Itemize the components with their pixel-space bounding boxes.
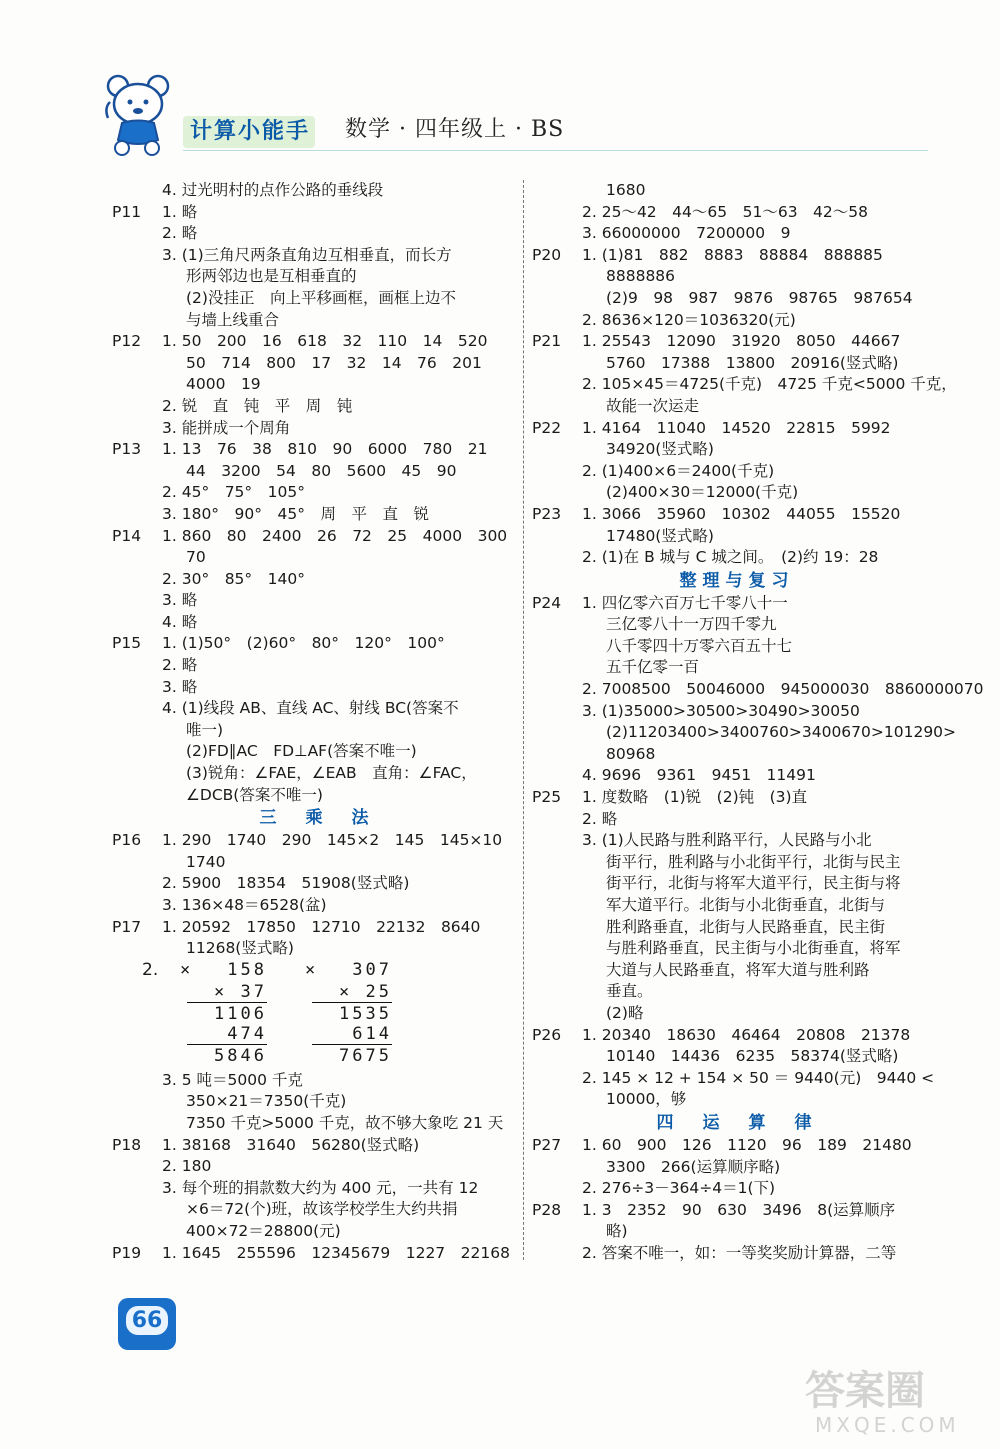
page-ref: P17 xyxy=(112,917,142,936)
answer-text: 1. 4164 11040 14520 22815 5992 xyxy=(582,418,891,437)
answer-line xyxy=(112,763,522,785)
answer-line xyxy=(532,701,942,723)
answer-line xyxy=(112,418,522,440)
answer-text: 1. 13 76 38 810 90 6000 780 21 xyxy=(162,440,488,459)
answer-line xyxy=(532,744,942,766)
answer-line xyxy=(532,765,942,787)
subject-title: 数学 · 四年级上 · BS xyxy=(345,117,565,142)
answer-line xyxy=(532,938,942,960)
answer-line xyxy=(532,809,942,831)
answer-line xyxy=(112,439,522,461)
page-ref: P16 xyxy=(112,831,142,850)
page-ref: P22 xyxy=(532,418,562,437)
page-ref: P23 xyxy=(532,504,562,523)
answer-line xyxy=(532,374,957,396)
answer-line xyxy=(112,677,522,699)
answer-line xyxy=(532,960,942,982)
answer-text: 2. 略 xyxy=(162,224,198,243)
answer-line xyxy=(532,1089,942,1111)
answer-text: 1. 度数略 (1)锐 (2)钝 (3)直 xyxy=(582,788,808,807)
watermark-logo xyxy=(795,1360,975,1440)
answer-line xyxy=(532,981,942,1003)
answer-text: 形两邻边也是互相垂直的 xyxy=(186,267,357,286)
answer-text: (3)锐角：∠FAE，∠EAB 直角：∠FAC， xyxy=(186,764,477,783)
answer-line xyxy=(112,1070,522,1092)
answer-text: 1. 四亿零六百万七千零八十一 xyxy=(582,593,788,612)
multiply-sign: × xyxy=(305,959,316,980)
answer-line xyxy=(532,331,942,353)
answer-text: 3. (1)人民路与胜利路平行，人民路与小北 xyxy=(582,831,872,850)
answer-line xyxy=(112,655,522,677)
answer-line xyxy=(532,526,942,548)
answer-text: 1. 38168 31640 56280(竖式略) xyxy=(162,1135,420,1154)
page-ref: P13 xyxy=(112,440,142,459)
answer-line xyxy=(112,374,522,396)
answer-line xyxy=(112,396,522,418)
answer-line xyxy=(112,741,522,763)
answer-text: 3. 180° 90° 45° 周 平 直 锐 xyxy=(162,504,429,523)
answer-line xyxy=(532,722,957,744)
answer-text: (2)没挂正 向上平移画框，画框上边不 xyxy=(186,288,456,307)
answer-text: 2. (1)400×6＝2400(千克) xyxy=(582,461,775,480)
svg-text:MXQE.COM: MXQE.COM xyxy=(815,1413,960,1437)
answer-line xyxy=(112,590,522,612)
answer-text: 2. 答案不唯一，如：一等奖奖励计算器，二等 xyxy=(582,1243,897,1262)
partial-product: 1106 xyxy=(214,1003,267,1024)
answer-text: 3. 略 xyxy=(162,677,198,696)
answer-line xyxy=(532,873,942,895)
item-number: 2. xyxy=(142,959,159,980)
answer-text: 70 xyxy=(186,548,206,567)
answer-line xyxy=(112,1178,522,1200)
page-ref: P18 xyxy=(112,1135,142,1154)
section-heading: 四 运 算 律 xyxy=(656,1112,818,1133)
answer-line xyxy=(532,504,942,526)
answer-line xyxy=(532,917,942,939)
answer-line xyxy=(532,245,942,267)
answer-line xyxy=(532,1157,942,1179)
answer-text: 2. (1)在 B 城与 C 城之间。 (2)约 19：28 xyxy=(582,548,879,567)
answer-text: 3. (1)35000>30500>30490>30050 xyxy=(582,701,860,720)
answer-line xyxy=(532,1243,942,1265)
answer-line xyxy=(532,266,942,288)
answer-text: 唯一) xyxy=(186,720,224,739)
page-ref: P21 xyxy=(532,332,562,351)
partial-product: 474 xyxy=(227,1023,267,1044)
answer-text: (2)略 xyxy=(606,1003,644,1022)
multiplier: × 25 xyxy=(339,981,392,1002)
answer-line xyxy=(532,353,942,375)
answer-line xyxy=(532,1003,942,1025)
answer-text: 3. 略 xyxy=(162,591,198,610)
answer-line xyxy=(532,482,942,504)
answer-line xyxy=(532,547,942,569)
answer-line xyxy=(112,223,522,245)
answer-line xyxy=(112,461,522,483)
answer-line xyxy=(532,1135,942,1157)
page-number xyxy=(118,1306,176,1335)
answer-text: 2. 略 xyxy=(582,809,618,828)
answer-line xyxy=(532,223,942,245)
column-divider xyxy=(523,180,524,1260)
page-ref: P24 xyxy=(532,593,562,612)
answer-text: 大道与人民路垂直，将军大道与胜利路 xyxy=(606,960,870,979)
svg-text:答案圈: 答案圈 xyxy=(805,1368,925,1414)
answer-line xyxy=(112,547,522,569)
partial-product: 1535 xyxy=(339,1003,392,1024)
answer-text: 2. 105×45＝4725(千克) 4725 千克<5000 千克， xyxy=(582,375,957,394)
answer-line xyxy=(532,1221,942,1243)
answer-line xyxy=(112,917,522,939)
calc-rule xyxy=(312,1044,392,1045)
answer-text: 400×72＝28800(元) xyxy=(186,1221,341,1240)
calc-rule xyxy=(187,1002,267,1003)
answer-text: 1680 xyxy=(606,181,646,199)
answer-line xyxy=(112,720,522,742)
answer-line xyxy=(112,1113,522,1135)
answer-text: 4. (1)线段 AB、直线 AC、射线 BC(答案不 xyxy=(162,699,459,718)
answer-line xyxy=(112,612,522,634)
answer-line xyxy=(112,245,522,267)
answer-line xyxy=(532,830,942,852)
answer-text: 1. 20340 18630 46464 20808 21378 xyxy=(582,1025,911,1044)
answer-text: 八千零四十万零六百五十七 xyxy=(606,636,793,655)
answer-text: 3. 能拼成一个周角 xyxy=(162,418,291,437)
answer-line xyxy=(112,569,522,591)
answer-text: 34920(竖式略) xyxy=(606,440,714,459)
answer-line xyxy=(112,938,522,960)
answer-text: 1. (1)81 882 8883 88884 888885 xyxy=(582,245,883,264)
answer-line xyxy=(112,331,522,353)
brand-title: 计算小能手 xyxy=(190,119,311,144)
answer-line xyxy=(532,1178,942,1200)
bear-mascot-icon xyxy=(100,68,180,158)
answer-text: 2. 180 xyxy=(162,1157,212,1176)
header-rule xyxy=(183,150,928,151)
answer-line xyxy=(112,482,522,504)
page-ref: P20 xyxy=(532,245,562,264)
answer-text: 与胜利路垂直，民主街与小北街垂直，将军 xyxy=(606,939,901,958)
answer-text: 2. 145 × 12 + 154 × 50 ＝ 9440(元) 9440 < xyxy=(582,1068,935,1087)
answer-text: 17480(竖式略) xyxy=(606,526,714,545)
multiplicand: 307 xyxy=(352,959,392,980)
answer-line xyxy=(112,504,522,526)
final-product: 7675 xyxy=(339,1045,392,1066)
answer-text: 3. 66000000 7200000 9 xyxy=(582,224,791,243)
answer-text: (2)11203400>3400760>3400670>101290> xyxy=(606,723,957,742)
answer-text: 1. 3066 35960 10302 44055 15520 xyxy=(582,504,901,523)
answer-line xyxy=(112,202,522,224)
answer-line xyxy=(532,1200,942,1222)
answer-line xyxy=(532,310,942,332)
answer-line xyxy=(112,1243,522,1265)
answer-text: 故能一次运走 xyxy=(606,396,700,415)
answer-line xyxy=(112,895,522,917)
answer-text: 1. 60 900 126 1120 96 189 21480 xyxy=(582,1135,912,1154)
page-number-text: 66 xyxy=(126,1306,169,1335)
answer-text: 8888886 xyxy=(606,267,676,286)
answer-text: 10000，够 xyxy=(606,1090,687,1109)
answer-line xyxy=(532,202,942,224)
answer-line xyxy=(112,288,522,310)
answer-line xyxy=(112,310,522,332)
answer-text: 1. 3 2352 90 630 3496 8(运算顺序 xyxy=(582,1200,896,1219)
answer-text: 1. (1)50° (2)60° 80° 120° 100° xyxy=(162,634,445,653)
answer-text: 11268(竖式略) xyxy=(186,939,294,958)
answer-text: 3. 每个班的捐款数大约为 400 元，一共有 12 xyxy=(162,1178,479,1197)
answer-line xyxy=(532,852,942,874)
answer-line xyxy=(112,353,522,375)
answer-line xyxy=(112,1221,522,1243)
answer-line xyxy=(112,830,522,852)
answer-text: 与墙上线重合 xyxy=(186,310,280,329)
answer-text: 10140 14436 6235 58374(竖式略) xyxy=(606,1047,899,1066)
answer-text: 2. 锐 直 钝 平 周 钝 xyxy=(162,396,353,415)
final-product: 5846 xyxy=(214,1045,267,1066)
page-header xyxy=(0,0,1000,175)
answer-text: 1. 860 80 2400 26 72 25 4000 300 xyxy=(162,526,508,545)
answer-text: 1740 xyxy=(186,852,226,871)
answer-line xyxy=(532,636,942,658)
answer-text: 1. 20592 17850 12710 22132 8640 xyxy=(162,917,481,936)
answer-line xyxy=(112,180,522,202)
answer-text: 7350 千克>5000 千克，故不够大象吃 21 天 xyxy=(186,1113,504,1132)
answer-text: ∠DCB(答案不唯一) xyxy=(186,785,323,804)
answer-text: 1. 290 1740 290 145×2 145 145×10 xyxy=(162,831,503,850)
page-ref: P19 xyxy=(112,1243,142,1262)
answer-text: 350×21＝7350(千克) xyxy=(186,1092,347,1111)
answer-text: 2. 45° 75° 105° xyxy=(162,483,305,502)
answer-line xyxy=(112,698,522,720)
answer-line xyxy=(532,657,942,679)
answer-text: 2. 8636×120＝1036320(元) xyxy=(582,310,796,329)
answer-line xyxy=(532,895,942,917)
multiplier: × 37 xyxy=(214,981,267,1002)
answer-line xyxy=(112,785,522,807)
answer-text: 2. 7008500 50046000 945000030 8860000070 xyxy=(582,680,984,699)
answer-line xyxy=(112,266,522,288)
page-ref: P26 xyxy=(532,1025,562,1044)
answers-left-column xyxy=(112,180,522,1264)
answer-line xyxy=(532,614,942,636)
section-heading: 整理与复习 xyxy=(679,570,795,591)
calc-rule xyxy=(187,1044,267,1045)
answer-text: 垂直。 xyxy=(606,982,653,1001)
answer-line xyxy=(532,593,942,615)
answer-line xyxy=(532,461,942,483)
answer-line xyxy=(532,418,942,440)
answer-text: 三亿零八十一万四千零九 xyxy=(606,615,777,634)
answer-text: 3. (1)三角尺两条直角边互相垂直，而长方 xyxy=(162,245,452,264)
answer-text: 3. 136×48＝6528(盆) xyxy=(162,896,327,914)
page-ref: P28 xyxy=(532,1200,562,1219)
answer-line xyxy=(532,396,942,418)
answer-text: 44 3200 54 80 5600 45 90 xyxy=(186,461,457,480)
answer-text: 50 714 800 17 32 14 76 201 xyxy=(186,353,482,372)
answer-line xyxy=(112,852,522,874)
page-ref: P14 xyxy=(112,526,142,545)
answer-text: 5760 17388 13800 20916(竖式略) xyxy=(606,353,899,372)
answer-text: 80968 xyxy=(606,744,656,763)
answer-text: 胜利路垂直，北街与人民路垂直，民主街 xyxy=(606,917,886,936)
answer-text: 略) xyxy=(606,1222,628,1241)
answers-right-column xyxy=(532,180,984,1265)
section-heading: 三 乘 法 xyxy=(259,808,375,829)
answer-line xyxy=(532,180,942,202)
answer-text: 4. 过光明村的点作公路的垂线段 xyxy=(162,181,384,199)
answer-line xyxy=(112,526,522,548)
answer-line xyxy=(532,288,942,310)
answer-line xyxy=(532,439,942,461)
multiply-sign: × xyxy=(180,959,191,980)
answer-text: 1. 50 200 16 618 32 110 14 520 xyxy=(162,332,488,351)
page-ref: P15 xyxy=(112,634,142,653)
answer-text: 2. 5900 18354 51908(竖式略) xyxy=(162,874,410,893)
answer-text: (2)400×30＝12000(千克) xyxy=(606,483,799,502)
answer-text: 五千亿零一百 xyxy=(606,658,700,677)
answer-text: 2. 略 xyxy=(162,656,198,675)
partial-product: 614 xyxy=(352,1023,392,1044)
answer-text: 街平行，胜利路与小北街平行，北街与民主 xyxy=(606,852,901,871)
page-ref: P12 xyxy=(112,332,142,351)
answer-text: 4000 19 xyxy=(186,375,261,394)
answer-text: 2. 30° 85° 140° xyxy=(162,569,305,588)
page-ref: P25 xyxy=(532,788,562,807)
multiplicand: 158 xyxy=(227,959,267,980)
calc-rule xyxy=(312,1002,392,1003)
answer-line xyxy=(532,679,984,701)
answer-text: (2)FD∥AC FD⊥AF(答案不唯一) xyxy=(186,742,417,761)
answer-text: 2. 25～42 44～65 51～63 42～58 xyxy=(582,202,869,221)
answer-text: 1. 1645 255596 12345679 1227 22168 xyxy=(162,1243,510,1262)
page-ref: P27 xyxy=(532,1135,562,1154)
answer-text: 3. 5 吨＝5000 千克 xyxy=(162,1070,303,1089)
answer-line xyxy=(112,633,522,655)
vertical-multiplication xyxy=(142,959,522,1070)
answer-line xyxy=(112,1199,522,1221)
answer-text: 街平行，北街与将军大道平行，民主街与将 xyxy=(606,874,901,893)
answer-line xyxy=(112,873,522,895)
answer-text: 3300 266(运算顺序略) xyxy=(606,1157,781,1176)
answer-text: ×6＝72(个)班，故该学校学生大约共捐 xyxy=(186,1200,458,1219)
answer-text: 军大道平行。北街与小北街垂直，北街与 xyxy=(606,896,886,914)
answer-text: (2)9 98 987 9876 98765 987654 xyxy=(606,288,913,307)
answer-line xyxy=(112,1156,522,1178)
answer-line xyxy=(112,1091,522,1113)
page-ref: P11 xyxy=(112,202,142,221)
answer-text: 2. 276÷3－364÷4＝1(下) xyxy=(582,1179,776,1198)
answer-text: 1. 略 xyxy=(162,202,198,221)
answer-line xyxy=(532,787,942,809)
answer-text: 1. 25543 12090 31920 8050 44667 xyxy=(582,332,901,351)
answer-line xyxy=(532,1068,942,1090)
answer-line xyxy=(532,1046,942,1068)
answer-text: 4. 9696 9361 9451 11491 xyxy=(582,766,816,785)
answer-line xyxy=(532,1025,942,1047)
answer-text: 4. 略 xyxy=(162,612,198,631)
answer-line xyxy=(112,1135,522,1157)
